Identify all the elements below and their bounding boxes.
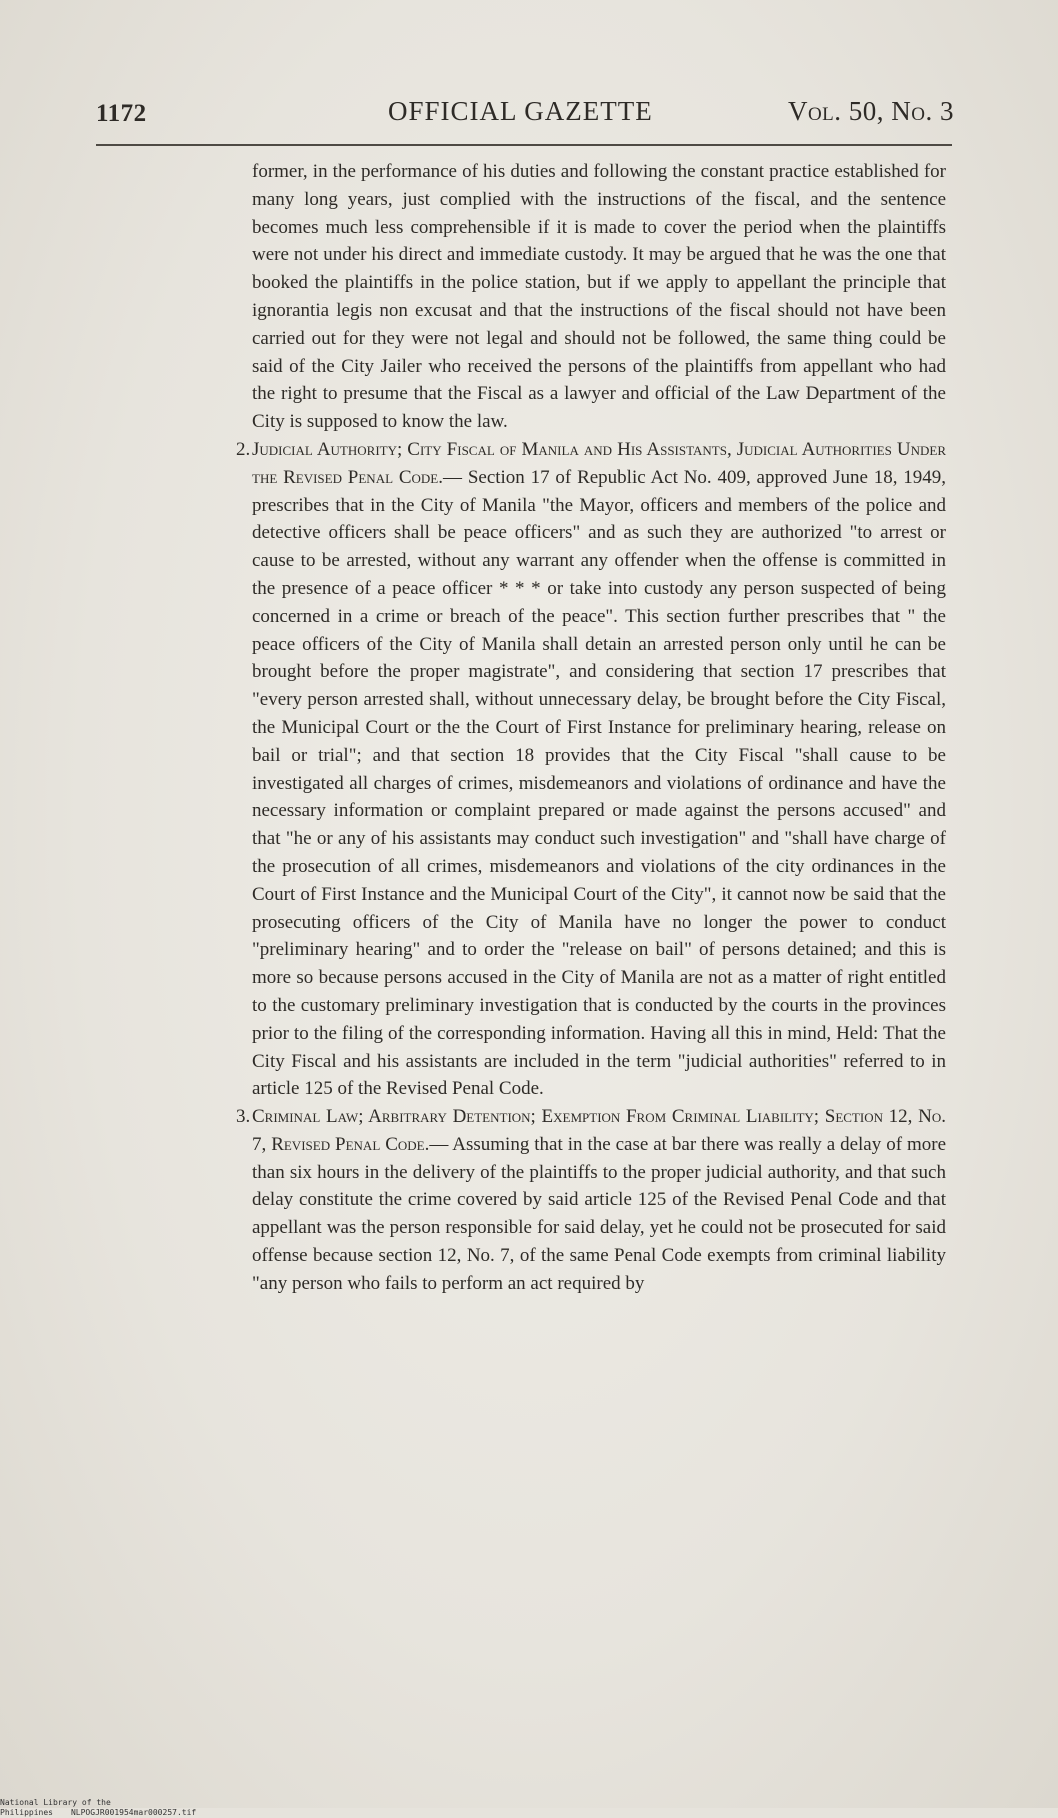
header-rule [96, 144, 952, 146]
headnote-heading: Criminal Law; Arbitrary Detention; Exemption From Criminal Liability; Section 12, No. 7, Revised Penal Code.— [252, 1106, 946, 1155]
page-number: 1172 [96, 100, 147, 127]
headnote-2 [236, 436, 947, 1103]
scan-footer [0, 1798, 300, 1817]
scan-file-id: NLPOGJR001954mar000257.tif [70, 1808, 197, 1817]
headnote-body: Assuming that in the case at bar there was really a delay of more than six hours in the delivery of the plaintiffs to the proper judicial authority, and that such delay constitute the crime covered by said article 125 of the Revised Penal Code and that appellant was the person responsible for said delay, yet he could not be prosecuted for said offense because section 12, No. 7, of the same Penal Code exempts from criminal liability "any person who fails to perform an act required by [252, 1133, 947, 1294]
library-credit: National Library of the Philippines [0, 1798, 111, 1817]
headnote-3 [236, 1103, 947, 1298]
headnote-body: Section 17 of Republic Act No. 409, approved June 18, 1949, prescribes that in the City of Manila "the Mayor, officers and members of the police and detective officers shall be peace officers" and as such they are authorized "to arrest or cause to be arrested, without any warrant any offender when the offense is committed in the presence of a peace officer * * * or take into custody any person suspected of being concerned in a crime or breach of the peace". This section further prescribes that " the peace officers of the City of Manila shall detain an arrested person only until he can be brought before the proper magistrate", and considering that section 17 prescribes that "every person arrested shall, without unnecessary delay, be brought before the City Fiscal, the Municipal Court or the the Court of First Instance for preliminary hearing, release on bail or trial"; and that section 18 provides that the City Fiscal "shall cause to be investigated all charges of crimes, misdemeanors and violations of ordinance and have the necessary information or complaint prepared or made against the persons accused" and that "he or any of his assistants may conduct such investigation" and "shall have charge of the prosecution of all crimes, misdemeanors and violations of the city ordinances in the Court of First Instance and the Municipal Court of the City", it cannot now be said that the prosecuting officers of the City of Manila have no longer the power to conduct "preliminary hearing" and to order the "release on bail" of persons detained; and this is more so because persons accused in the City of Manila are not as a matter of right entitled to the customary preliminary investigation that is conducted by the courts in the provinces prior to the filing of the corresponding information. Having all this in mind, Held: That the City Fiscal and his assistants are included in the term "judicial authorities" referred to in article 125 of the Revised Penal Code. [252, 466, 947, 1100]
volume-number: Vol. 50, No. 3 [787, 96, 954, 126]
continuation-paragraph: former, in the performance of his duties and following the constant practice established for many long years, just complied with the instructions of the fiscal, and the sentence becomes much less comprehensible if it is made to cover the period when the plaintiffs were not under his direct and immediate custody. It may be argued that he was the one that booked the plaintiffs in the police station, but if we apply to appellant the principle that ignorantia legis non excusat and that the instructions of the fiscal should not have been carried out for they were not legal and should not be followed, the same thing could be said of the City Jailer who received the persons of the plaintiffs from appellant who had the right to presume that the Fiscal as a lawyer and official of the Law Department of the City is supposed to know the law. [252, 161, 946, 433]
page-header [96, 92, 962, 132]
headnote-heading: Judicial Authority; City Fiscal of Manila and His Assistants, Judicial Authorities Under the Revised Penal Code.— [252, 438, 946, 488]
headnote-number: 2. [236, 438, 251, 460]
headnote-number: 3. [236, 1106, 251, 1128]
body-text [236, 158, 947, 1298]
publication-title: OFFICIAL GAZETTE [388, 96, 653, 126]
